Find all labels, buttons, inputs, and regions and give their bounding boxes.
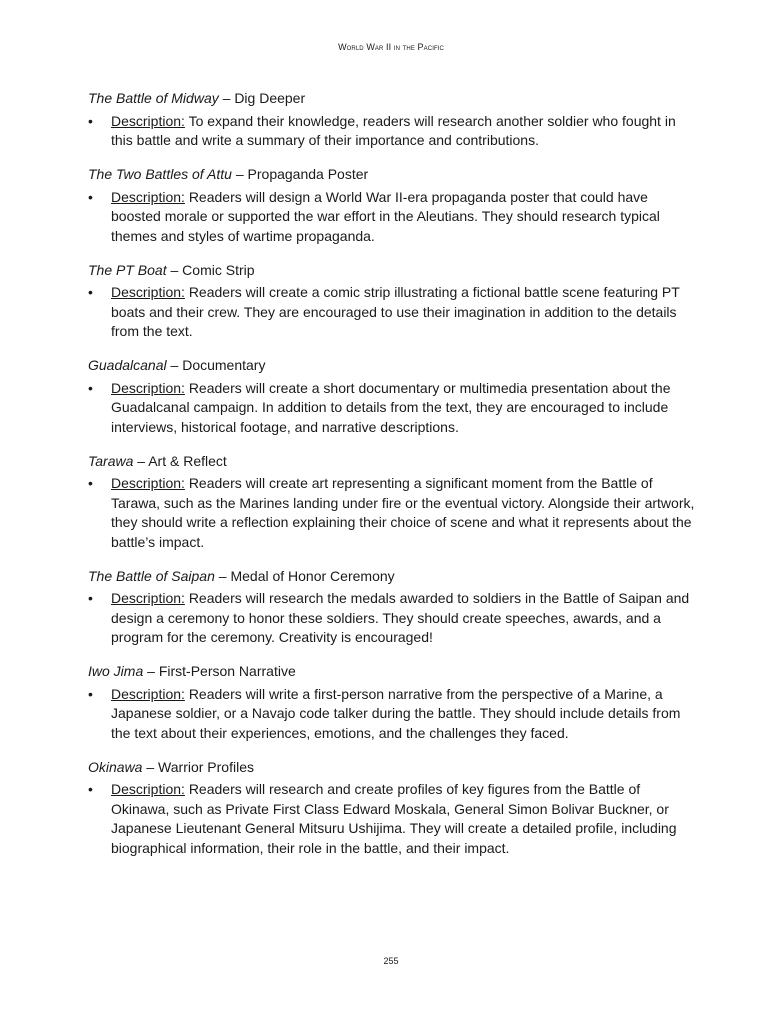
activity-type: Art & Reflect <box>148 452 227 469</box>
bullet-icon: • <box>88 781 93 797</box>
description-text: Readers will write a first-person narrative from the perspective of a Marine, a Japanese soldier, or a Navajo code talker during the battle. They should include details from the text about their experiences, emotions, and the challenges they faced. <box>111 685 681 741</box>
activity-type: Comic Strip <box>182 261 255 278</box>
activity-heading <box>88 165 698 185</box>
description-item <box>88 112 698 151</box>
activity-section <box>88 758 698 859</box>
description-item <box>88 780 698 858</box>
book-title: The Battle of Midway <box>88 90 219 106</box>
activity-heading <box>88 758 698 778</box>
activity-section <box>88 89 698 151</box>
activity-section <box>88 662 698 743</box>
activity-type: First-Person Narrative <box>158 663 296 679</box>
activity-heading <box>88 89 698 109</box>
bullet-icon: • <box>88 685 93 702</box>
bullet-icon: • <box>88 475 93 491</box>
description-label: Description: <box>111 188 185 205</box>
bullet-icon: • <box>88 379 93 396</box>
description-label: Description: <box>111 475 185 491</box>
heading-separator: – <box>235 166 244 182</box>
description-text: Readers will research the medals awarded to soldiers in the Battle of Saipan and design a ceremony to honor these soldiers. They should create speeches, awards, and a program for the ceremony. Creativity is encouraged! <box>111 590 690 645</box>
bullet-icon: • <box>88 590 93 606</box>
book-title: Iwo Jima <box>88 663 144 679</box>
book-title: Tarawa <box>88 452 134 469</box>
description-item <box>88 685 698 744</box>
activity-type: Documentary <box>182 357 266 373</box>
activity-heading <box>88 662 698 682</box>
heading-separator: – <box>222 90 231 106</box>
activity-type: Dig Deeper <box>234 90 306 106</box>
activity-type: Warrior Profiles <box>158 758 254 775</box>
description-text: Readers will create art representing a significant moment from the Battle of Tarawa, such as the Marines landing under fire or the eventual victory. Alongside their artwork, they should write a reflection explaining their choice of scene and what it represents about the battle’s impact. <box>111 475 695 550</box>
activity-section <box>88 567 698 648</box>
book-title: Guadalcanal <box>88 357 167 373</box>
activity-heading <box>88 452 698 472</box>
heading-separator: – <box>146 758 155 775</box>
description-label: Description: <box>111 112 185 129</box>
page-number: 255 <box>383 956 399 966</box>
heading-separator: – <box>170 261 179 278</box>
activity-heading <box>88 567 698 587</box>
bullet-icon: • <box>88 188 93 205</box>
book-title: The PT Boat <box>88 261 167 278</box>
description-text: Readers will create a comic strip illustrating a fictional battle scene featuring PT boats and their crew. They are encouraged to use their imagination in addition to the details from the text. <box>111 284 680 339</box>
description-label: Description: <box>111 284 185 300</box>
description-label: Description: <box>111 781 185 797</box>
activity-type: Propaganda Poster <box>247 166 369 182</box>
bullet-icon: • <box>88 112 93 129</box>
description-text: Readers will create a short documentary or multimedia presentation about the Guadalcanal campaign. In addition to details from the text, they are encouraged to include interviews, historical footage, and narrative descriptions. <box>111 379 671 435</box>
book-title: Okinawa <box>88 758 143 775</box>
description-label: Description: <box>111 379 185 396</box>
running-header <box>0 42 782 52</box>
heading-separator: – <box>137 452 146 469</box>
activity-heading <box>88 261 698 281</box>
description-item <box>88 283 698 342</box>
description-label: Description: <box>111 590 185 606</box>
book-title: The Two Battles of Attu <box>88 166 232 182</box>
activity-section <box>88 356 698 437</box>
description-text: Readers will design a World War II-era propaganda poster that could have boosted morale or supported the war effort in the Aleutians. They should research typical themes and styles of wartime propaganda. <box>111 188 660 244</box>
description-text: To expand their knowledge, readers will research another soldier who fought in this battle and write a summary of their importance and contributions. <box>111 112 676 148</box>
running-header-title: World War II in the Pacific <box>338 42 444 52</box>
activity-section <box>88 261 698 342</box>
page-content <box>88 89 698 873</box>
book-title: The Battle of Saipan <box>88 567 215 584</box>
description-item <box>88 589 698 648</box>
description-item <box>88 379 698 438</box>
heading-separator: – <box>170 357 179 373</box>
description-text: Readers will research and create profiles of key figures from the Battle of Okinawa, such as Private First Class Edward Moskala, General Simon Bolivar Buckner, or Japanese Lieutenant General Mitsuru Ushijima. They will create a detailed profile, including biographical information, their role in the battle, and their impact. <box>111 781 677 856</box>
description-item <box>88 188 698 247</box>
heading-separator: – <box>147 663 155 679</box>
heading-separator: – <box>218 567 227 584</box>
description-label: Description: <box>111 685 185 702</box>
description-item <box>88 474 698 552</box>
activity-heading <box>88 356 698 376</box>
activity-section <box>88 452 698 553</box>
activity-type: Medal of Honor Ceremony <box>230 567 395 584</box>
activity-section <box>88 165 698 246</box>
bullet-icon: • <box>88 284 93 300</box>
